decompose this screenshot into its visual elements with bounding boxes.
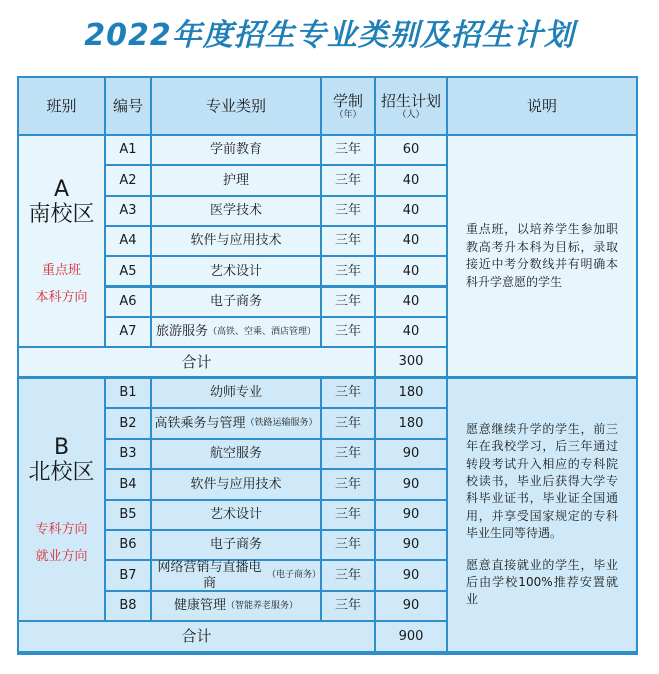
row-major: 医学技术 — [152, 197, 320, 225]
row-major-note: （高铁、空乘、酒店管理） — [208, 326, 317, 337]
row-duration: 三年 — [322, 561, 374, 589]
row-duration: 三年 — [322, 288, 374, 316]
row-duration: 三年 — [322, 409, 374, 437]
header-quota: 招生计划 （人） — [376, 78, 446, 134]
row-major: 学前教育 — [152, 136, 320, 164]
section-a-note: 重点班，以培养学生参加职教高考升本科为目标，录取接近中考分数线并有明确本科升学意愿的学生 — [448, 136, 636, 376]
header-code: 编号 — [106, 78, 150, 134]
row-major: 旅游服务 （高铁、空乘、酒店管理） — [152, 318, 320, 346]
total-value: 300 — [376, 348, 446, 376]
row-duration: 三年 — [322, 136, 374, 164]
row-quota: 40 — [376, 288, 446, 316]
section-a-tag: 重点班 — [41, 263, 81, 279]
row-duration: 三年 — [322, 470, 374, 498]
row-code: B5 — [106, 501, 150, 529]
total-label: 合计 — [19, 622, 374, 650]
row-major: 软件与应用技术 — [152, 227, 320, 255]
header-major: 专业类别 — [152, 78, 320, 134]
row-quota: 40 — [376, 257, 446, 285]
row-code: B2 — [106, 409, 150, 437]
section-a-campus: 南校区 — [28, 201, 95, 227]
section-b-tag: 专科方向 — [35, 521, 88, 537]
row-quota: 40 — [376, 197, 446, 225]
row-quota: 180 — [376, 379, 446, 407]
row-major: 护理 — [152, 166, 320, 194]
row-quota: 90 — [376, 440, 446, 468]
row-code: A1 — [106, 136, 150, 164]
row-quota: 40 — [376, 227, 446, 255]
row-code: A2 — [106, 166, 150, 194]
row-duration: 三年 — [322, 501, 374, 529]
row-duration: 三年 — [322, 227, 374, 255]
row-quota: 90 — [376, 470, 446, 498]
row-major-note: （智能养老服务） — [226, 600, 299, 611]
row-major: 电子商务 — [152, 288, 320, 316]
section-b-tag: 就业方向 — [35, 548, 88, 564]
row-duration: 三年 — [322, 592, 374, 620]
header-duration: 学制 （年） — [322, 78, 374, 134]
row-duration: 三年 — [322, 440, 374, 468]
row-quota: 60 — [376, 136, 446, 164]
row-major: 艺术设计 — [152, 257, 320, 285]
row-code: B1 — [106, 379, 150, 407]
section-a-label — [19, 136, 104, 346]
header-class: 班别 — [19, 78, 104, 134]
row-major: 健康管理 （智能养老服务） — [152, 592, 320, 620]
row-code: B6 — [106, 531, 150, 559]
row-duration: 三年 — [322, 166, 374, 194]
row-major-note: （铁路运输服务） — [245, 418, 318, 429]
row-quota: 90 — [376, 531, 446, 559]
row-major: 网络营销与直播电商 （电子商务） — [152, 561, 320, 589]
row-quota: 40 — [376, 318, 446, 346]
row-code: B4 — [106, 470, 150, 498]
row-major: 航空服务 — [152, 440, 320, 468]
enrollment-table — [17, 76, 638, 655]
row-quota: 40 — [376, 166, 446, 194]
row-code: B8 — [106, 592, 150, 620]
row-duration: 三年 — [322, 257, 374, 285]
row-major: 电子商务 — [152, 531, 320, 559]
row-duration: 三年 — [322, 379, 374, 407]
section-a-letter: A — [53, 176, 70, 202]
row-duration: 三年 — [322, 318, 374, 346]
row-duration: 三年 — [322, 197, 374, 225]
page-title: 2022年度招生专业类别及招生计划 — [84, 18, 575, 53]
row-code: B7 — [106, 561, 150, 589]
row-quota: 90 — [376, 501, 446, 529]
row-code: A6 — [106, 288, 150, 316]
row-major: 软件与应用技术 — [152, 470, 320, 498]
row-major-note: （电子商务） — [266, 570, 321, 581]
row-quota: 180 — [376, 409, 446, 437]
row-major: 艺术设计 — [152, 501, 320, 529]
total-label: 合计 — [19, 348, 374, 376]
row-code: A5 — [106, 257, 150, 285]
row-code: B3 — [106, 440, 150, 468]
row-duration: 三年 — [322, 531, 374, 559]
row-quota: 90 — [376, 592, 446, 620]
row-quota: 90 — [376, 561, 446, 589]
row-code: A3 — [106, 197, 150, 225]
row-code: A7 — [106, 318, 150, 346]
row-major: 高铁乘务与管理 （铁路运输服务） — [152, 409, 320, 437]
section-b-note: 愿意继续升学的学生，前三年在我校学习，后三年通过转段考试升入相应的专科院校读书，毕业后获得大学专科毕业证书，毕业证全国通用，并享受国家规定的专科毕业生同等待遇。 愿意直接就业的学生，毕业后由学校100%推荐安置就业 — [448, 379, 636, 651]
section-b-campus: 北校区 — [28, 460, 95, 486]
row-major: 幼师专业 — [152, 379, 320, 407]
row-code: A4 — [106, 227, 150, 255]
section-b-label — [19, 379, 104, 620]
section-b-letter: B — [53, 435, 70, 461]
section-a-tag: 本科方向 — [35, 290, 88, 306]
header-note: 说明 — [448, 78, 636, 134]
total-value: 900 — [376, 622, 446, 650]
